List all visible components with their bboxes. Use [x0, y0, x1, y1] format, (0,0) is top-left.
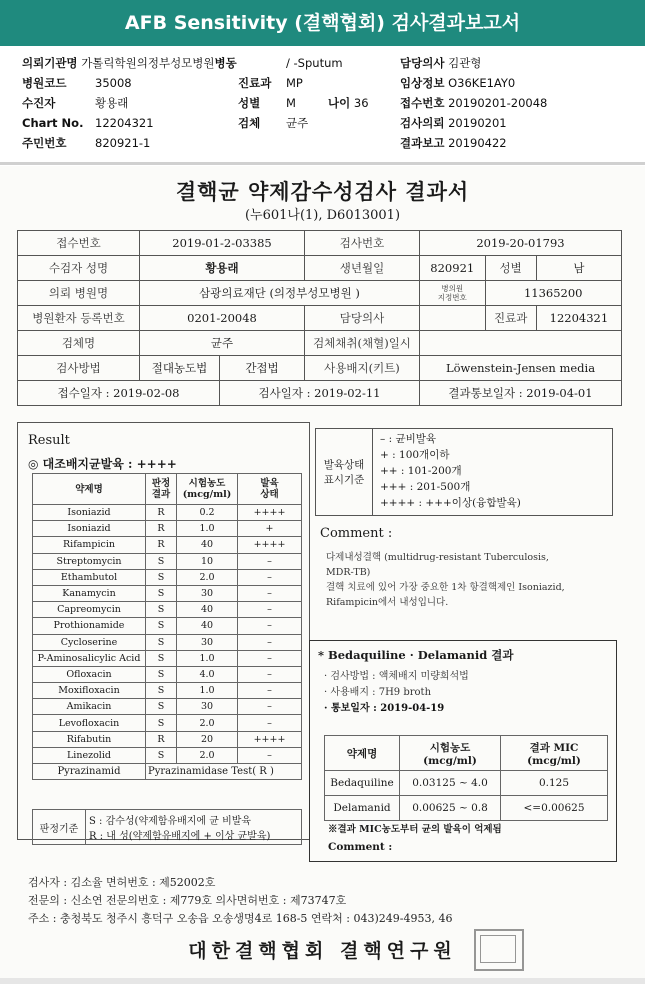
org-name: 대한결핵협회 결핵연구원 [188, 940, 457, 962]
col-header: 판정 결과 [146, 474, 177, 505]
growth-item: +++ : 201-500개 [380, 481, 471, 493]
recv-date: 2019-02-08 [113, 386, 180, 400]
separator [0, 162, 645, 165]
growth: + [238, 521, 302, 537]
req-value: 20190201 [448, 116, 507, 130]
report-header: AFB Sensitivity (결핵협회) 검사결과보고서 [0, 0, 645, 46]
bdq-drug: Delamanid [325, 796, 400, 821]
ward-label: 병동 [214, 56, 237, 70]
cell: 생년월일 [305, 256, 420, 281]
comment-text [326, 550, 606, 610]
inst-value: 가톨릭학원의정부성모병원 [81, 56, 215, 70]
drug-row [33, 683, 302, 699]
specimen-value: 균주 [286, 116, 309, 130]
criteria-r: R : 내 성(약제함유배지에 + 이상 균발육) [89, 831, 271, 842]
growth-item: + : 100개이하 [380, 449, 450, 461]
cell [420, 306, 486, 331]
patient-info [0, 52, 645, 152]
cell [18, 381, 220, 406]
concentration: 30 [177, 699, 238, 715]
chart-value: 12204321 [95, 116, 154, 130]
growth: – [238, 602, 302, 618]
drug-row [33, 602, 302, 618]
cell: 절대농도법 [140, 356, 220, 381]
col-header: 약제명 [325, 736, 400, 771]
clinical-value: O36KE1AY0 [448, 76, 516, 90]
concentration: 30 [177, 634, 238, 650]
criteria-s: S : 감수성(약제함유배지에 균 비발육 [89, 816, 252, 827]
ward-value: / -Sputum [286, 56, 343, 70]
drug-name: Amikacin [33, 699, 146, 715]
judgement: R [146, 537, 177, 553]
cell: Löwenstein-Jensen media [420, 356, 622, 381]
judgement: R [146, 731, 177, 747]
criteria-text [86, 810, 302, 845]
drug-row [33, 634, 302, 650]
concentration: 0.2 [177, 505, 238, 521]
growth: – [238, 715, 302, 731]
bdq-method: · 검사방법 : 액체배지 미량희석법 [324, 671, 469, 682]
growth: – [238, 634, 302, 650]
judgement: S [146, 585, 177, 601]
comment-line: 다제내성결핵 (multidrug-resistant Tuberculosis, [326, 552, 549, 563]
doc-subtitle: (누601나(1), D6013001) [244, 208, 401, 223]
footer-line: 주소 : 충청북도 청주시 흥덕구 오송읍 오송생명4로 168-5 연락처 : 043)249-4953, 46 [28, 912, 453, 925]
cell: 수검자 성명 [18, 256, 140, 281]
col-header: 약제명 [33, 474, 146, 505]
drug-row [33, 569, 302, 585]
judgement: S [146, 715, 177, 731]
bdq-conc: 0.03125 ~ 4.0 [400, 771, 501, 796]
rrn-value: 820921-1 [95, 136, 151, 150]
comment-title: Comment : [320, 526, 393, 541]
concentration: 1.0 [177, 650, 238, 666]
bdq-date: · 통보일자 : 2019-04-19 [324, 703, 445, 714]
cell: 검사방법 [18, 356, 140, 381]
cell [420, 331, 622, 356]
chart-label: Chart No. [22, 116, 84, 130]
sex-label: 성별 [238, 96, 261, 110]
cell: 병원환자 등록번호 [18, 306, 140, 331]
drug-name: Linezolid [33, 747, 146, 763]
concentration: 1.0 [177, 521, 238, 537]
concentration: 20 [177, 731, 238, 747]
bottom-bar [0, 978, 645, 984]
growth: ++++ [238, 505, 302, 521]
cell: 성별 [485, 256, 536, 281]
bdq-title: * Bedaquiline · Delamanid 결과 [318, 648, 514, 662]
hosp-code-value: 35008 [95, 76, 132, 90]
judgement: S [146, 747, 177, 763]
official-seal-icon [474, 929, 524, 971]
growth: – [238, 699, 302, 715]
footer-line: 전문의 : 신소연 전문의번호 : 제779호 의사면허번호 : 제73747호 [28, 894, 347, 907]
concentration: 30 [177, 585, 238, 601]
drug-name: Isoniazid [33, 521, 146, 537]
drug-name: Levofloxacin [33, 715, 146, 731]
drug-row [33, 731, 302, 747]
growth: – [238, 666, 302, 682]
drug-name: Isoniazid [33, 505, 146, 521]
judgement: S [146, 683, 177, 699]
cell: 병의원 지정번호 [420, 281, 486, 306]
bdq-media: · 사용배지 : 7H9 broth [324, 687, 432, 698]
comment-line: Rifampicin에서 내성입니다. [326, 597, 449, 608]
drug-name: Prothionamide [33, 618, 146, 634]
drug-row [33, 585, 302, 601]
bdq-mic: <=0.00625 [501, 796, 608, 821]
drug-row [33, 715, 302, 731]
clinical-label: 임상정보 [400, 76, 445, 90]
notify-date-label: 결과통보일자 : [448, 386, 523, 400]
doctor-label: 담당의사 [400, 56, 445, 70]
cell: 2019-01-2-03385 [140, 231, 305, 256]
concentration: 2.0 [177, 747, 238, 763]
age-label: 나이 [328, 96, 351, 110]
criteria-label: 판정기준 [33, 810, 86, 845]
drug-name: Ethambutol [33, 569, 146, 585]
judgement: S [146, 618, 177, 634]
cell: 진료과 [485, 306, 536, 331]
concentration: 40 [177, 537, 238, 553]
age-value: 36 [353, 96, 369, 110]
specimen-label: 검체 [238, 116, 261, 130]
concentration: 4.0 [177, 666, 238, 682]
bedaquiline-box [309, 640, 617, 862]
control-growth: ◎ 대조배지균발육 : ++++ [28, 457, 177, 471]
report-label: 결과보고 [400, 136, 445, 150]
drug-name: Capreomycin [33, 602, 146, 618]
recv-date-label: 접수일자 : [57, 386, 110, 400]
test-date-label: 검사일자 : [258, 386, 311, 400]
cell: 삼광의료재단 (의정부성모병원 ) [140, 281, 420, 306]
drug-name: Ofloxacin [33, 666, 146, 682]
scanned-document [0, 166, 645, 978]
cell: 0201-20048 [140, 306, 305, 331]
notify-date: 2019-04-01 [526, 386, 593, 400]
cell: 남 [536, 256, 621, 281]
cell: 균주 [140, 331, 305, 356]
drug-table [32, 473, 302, 780]
request-info-table [17, 230, 622, 406]
growth: – [238, 585, 302, 601]
drug-row [33, 505, 302, 521]
bdq-note: ※결과 MIC농도부터 균의 발육이 억제됨 [328, 824, 502, 835]
judgement: S [146, 569, 177, 585]
drug-row [33, 521, 302, 537]
cell: 담당의사 [305, 306, 420, 331]
drug-name: Rifabutin [33, 731, 146, 747]
drug-name: Rifampicin [33, 537, 146, 553]
receipt-label: 접수번호 [400, 96, 445, 110]
growth: – [238, 553, 302, 569]
concentration: 2.0 [177, 569, 238, 585]
patient-label: 수진자 [22, 96, 56, 110]
concentration: 40 [177, 602, 238, 618]
footer-line: 검사자 : 김소율 면허번호 : 제52002호 [28, 876, 216, 889]
col-header: 시험농도 (mcg/ml) [400, 736, 501, 771]
result-title: Result [28, 433, 70, 448]
judgement: S [146, 634, 177, 650]
drug-row [33, 537, 302, 553]
drug-row [33, 650, 302, 666]
drug-name: Kanamycin [33, 585, 146, 601]
cell: 접수번호 [18, 231, 140, 256]
bdq-table [324, 735, 608, 821]
judgement: S [146, 650, 177, 666]
drug-row [33, 747, 302, 763]
judgement: S [146, 666, 177, 682]
cell: 2019-20-01793 [420, 231, 622, 256]
doc-title: 결핵균 약제감수성검사 결과서 [175, 179, 470, 204]
patient-value: 황용래 [95, 96, 129, 110]
drug-name: Cycloserine [33, 634, 146, 650]
judgement: R [146, 505, 177, 521]
cell: 검사번호 [305, 231, 420, 256]
concentration: 2.0 [177, 715, 238, 731]
cell: 사용배지(키트) [305, 356, 420, 381]
receipt-value: 20190201-20048 [448, 96, 548, 110]
cell: 12204321 [536, 306, 621, 331]
growth: – [238, 650, 302, 666]
cell: 황용래 [140, 256, 305, 281]
bdq-drug: Bedaquiline [325, 771, 400, 796]
hosp-code-label: 병원코드 [22, 76, 67, 90]
judgement: S [146, 699, 177, 715]
sex-value: M [286, 96, 296, 110]
dept-label: 진료과 [238, 76, 272, 90]
growth: – [238, 683, 302, 699]
growth: ++++ [238, 537, 302, 553]
judgement: R [146, 521, 177, 537]
criteria-table [32, 809, 302, 845]
cell: 검체채취(채혈)일시 [305, 331, 420, 356]
col-header: 시험농도 (mcg/ml) [177, 474, 238, 505]
cell [220, 381, 420, 406]
cell: 간접법 [220, 356, 305, 381]
pza-name: Pyrazinamid [33, 764, 146, 780]
bdq-comment: Comment : [328, 841, 393, 853]
comment-line: MDR-TB) [326, 567, 371, 578]
growth-legend [315, 428, 613, 516]
drug-row [33, 699, 302, 715]
growth-item: ++ : 101-200개 [380, 465, 462, 477]
report-value: 20190422 [448, 136, 507, 150]
drug-name: Streptomycin [33, 553, 146, 569]
inst-label: 의뢰기관명 [22, 56, 78, 70]
cell [420, 381, 622, 406]
drug-name: P-Aminosalicylic Acid [33, 650, 146, 666]
bdq-conc: 0.00625 ~ 0.8 [400, 796, 501, 821]
concentration: 1.0 [177, 683, 238, 699]
growth: – [238, 618, 302, 634]
drug-row [33, 618, 302, 634]
concentration: 40 [177, 618, 238, 634]
rrn-label: 주민번호 [22, 136, 67, 150]
drug-row [33, 553, 302, 569]
judgement: S [146, 553, 177, 569]
doctor-value: 김관형 [448, 56, 482, 70]
cell: 검체명 [18, 331, 140, 356]
growth-item: – : 균비발육 [380, 433, 437, 445]
judgement: S [146, 602, 177, 618]
cell: 11365200 [485, 281, 622, 306]
growth: ++++ [238, 731, 302, 747]
growth: – [238, 747, 302, 763]
drug-name: Moxifloxacin [33, 683, 146, 699]
dept-value: MP [286, 76, 303, 90]
pza-test: Pyrazinamidase Test( R ) [146, 764, 302, 780]
req-label: 검사의뢰 [400, 116, 445, 130]
growth-label: 발육상태 표시기준 [316, 429, 373, 515]
drug-row [33, 666, 302, 682]
col-header: 발육 상태 [238, 474, 302, 505]
growth: – [238, 569, 302, 585]
concentration: 10 [177, 553, 238, 569]
bdq-mic: 0.125 [501, 771, 608, 796]
growth-item: ++++ : +++이상(융합발육) [380, 497, 521, 509]
comment-line: 결핵 치료에 있어 가장 중요한 1차 항결핵제인 Isoniazid, [326, 582, 565, 593]
test-date: 2019-02-11 [314, 386, 381, 400]
cell: 의뢰 병원명 [18, 281, 140, 306]
cell: 820921 [420, 256, 486, 281]
col-header: 결과 MIC (mcg/ml) [501, 736, 608, 771]
result-box [17, 422, 310, 840]
